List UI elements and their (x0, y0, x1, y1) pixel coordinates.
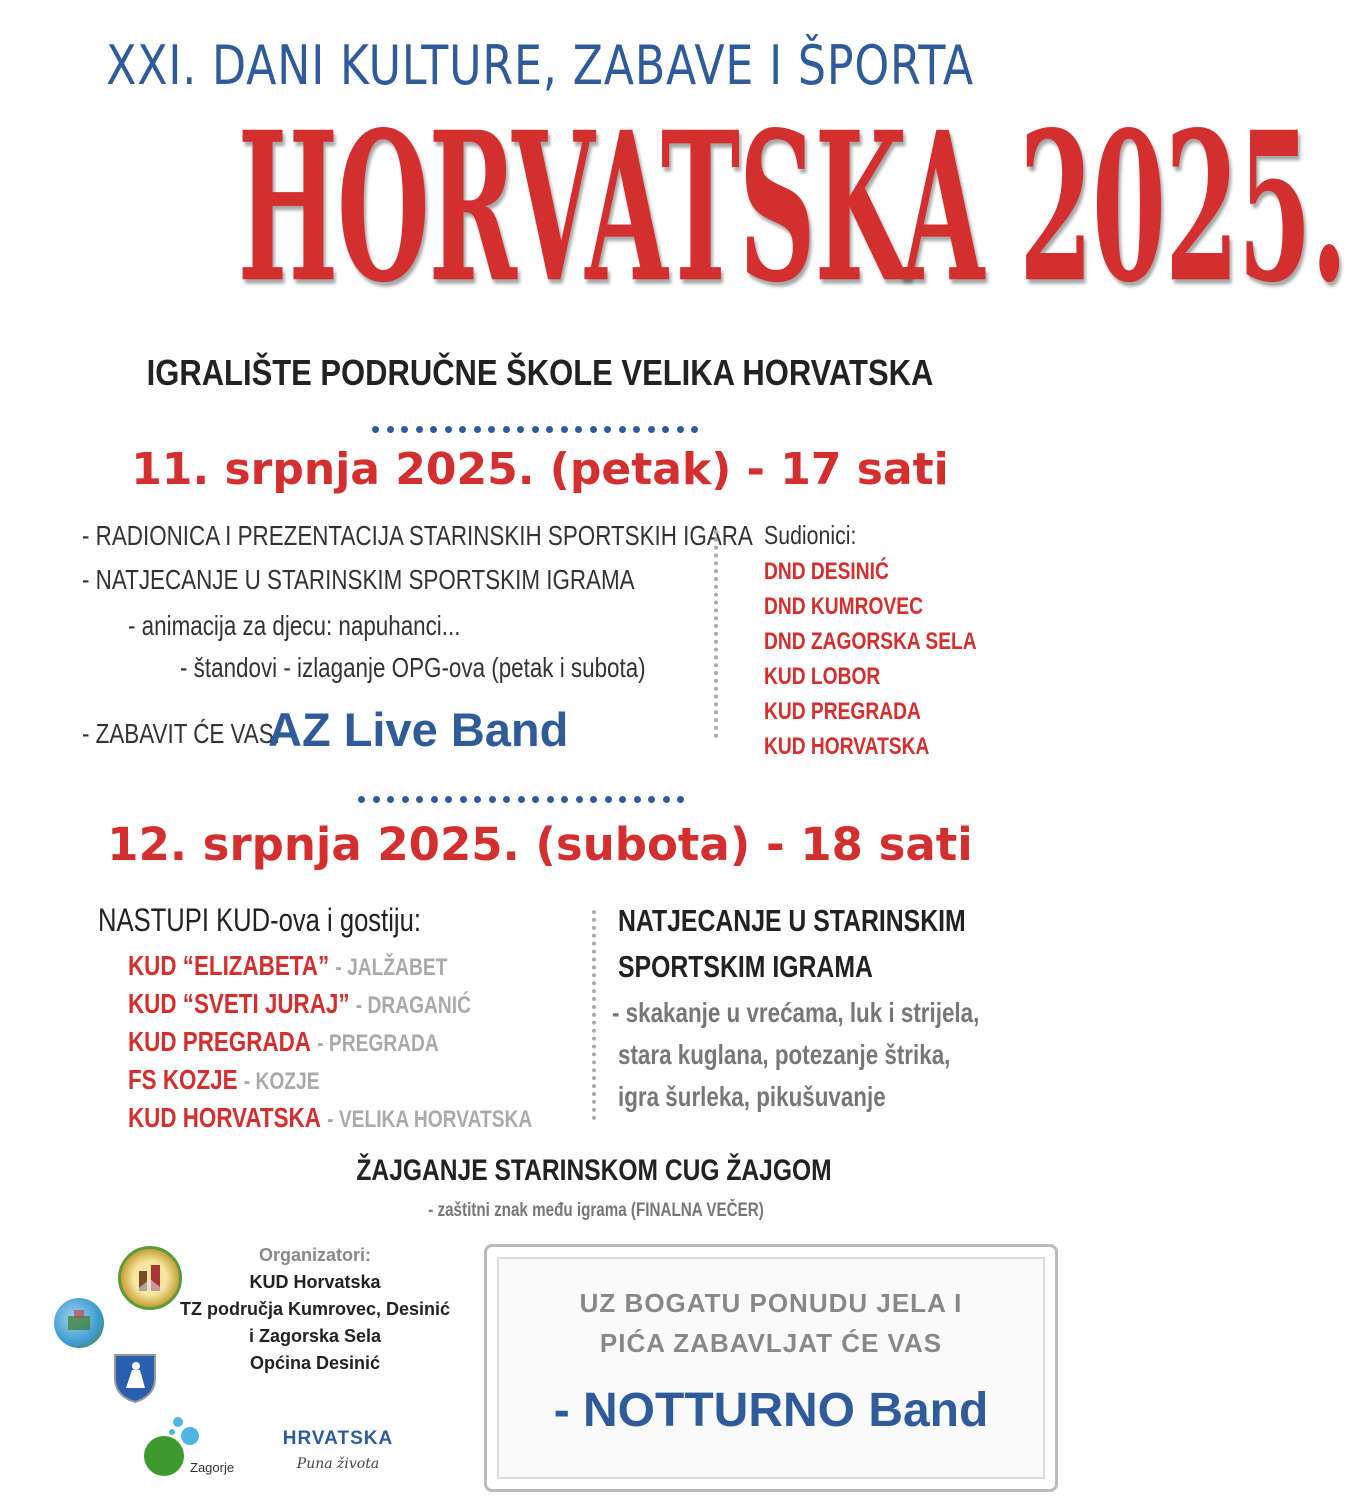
divider-dot (634, 796, 641, 803)
divider-dot (373, 796, 380, 803)
entertainment-label: - ZABAVIT ĆE VAS: (82, 718, 280, 749)
performer-row (128, 1026, 439, 1058)
divider-dot (445, 426, 452, 433)
divider-dot (430, 426, 437, 433)
divider-dot (604, 426, 611, 433)
tz-region-logo (54, 1298, 104, 1348)
divider-dot (605, 796, 612, 803)
divider-dot (503, 796, 510, 803)
zagorje-logo-text: Zagorje (190, 1460, 235, 1475)
divider-dot (517, 426, 524, 433)
event-title: HORVATSKA 2025. (237, 87, 1347, 328)
divider-dot (546, 426, 553, 433)
hrvatska-logo-text: HRVATSKA (282, 1428, 394, 1449)
divider-dot (431, 796, 438, 803)
performer-name: KUD PREGRADA (128, 1026, 311, 1057)
day1-activity-4: - štandovi - izlaganje OPG-ova (petak i subota) (180, 652, 646, 683)
divider-dot (503, 426, 510, 433)
participants-label: Sudionici: (764, 520, 857, 550)
performer-place: - JALŽABET (335, 954, 448, 981)
highlight-event: ŽAJGANJE STARINSKOM CUG ŽAJGOM (356, 1154, 832, 1187)
divider-dot (619, 426, 626, 433)
divider-dot (532, 426, 539, 433)
divider-dot (358, 796, 365, 803)
divider-dot (648, 796, 655, 803)
divider-dot (518, 796, 525, 803)
participant-item: KUD PREGRADA (764, 698, 921, 725)
competition-line: - skakanje u vrećama, luk i strijela, (612, 997, 980, 1028)
divider-dot (445, 796, 452, 803)
hrvatska-logo-slogan: Puna života (296, 1456, 380, 1472)
divider-dot (576, 796, 583, 803)
finale-box-line: UZ BOGATU PONUDU JELA I (579, 1288, 963, 1318)
divider-dot (590, 796, 597, 803)
organizers-block (160, 1242, 470, 1377)
finale-band: - NOTTURNO Band (553, 1384, 989, 1437)
divider-dot (372, 426, 379, 433)
finale-box-line: PIĆA ZABAVLJAT ĆE VAS (599, 1328, 943, 1358)
divider-dot (474, 426, 481, 433)
performer-place: - PREGRADA (317, 1030, 439, 1057)
hrvatska-tourism-logo (282, 1420, 394, 1480)
organizers-label: Organizatori: (258, 1245, 371, 1265)
participant-item: DND KUMROVEC (764, 593, 923, 620)
divider-dot (648, 426, 655, 433)
divider-dot (387, 426, 394, 433)
desinic-coat-of-arms-icon (112, 1352, 158, 1404)
venue-name: IGRALIŠTE PODRUČNE ŠKOLE VELIKA HORVATSKA (146, 352, 934, 393)
organizer-line: TZ područja Kumrovec, Desinić (179, 1299, 451, 1319)
organizer-line: KUD Horvatska (249, 1272, 381, 1292)
divider-dot (488, 426, 495, 433)
divider-dot (416, 426, 423, 433)
dotted-divider-1 (372, 420, 706, 428)
event-subtitle: XXI. DANI KULTURE, ZABAVE I ŠPORTA (106, 34, 974, 97)
day1-date: 11. srpnja 2025. (petak) - 17 sati (131, 444, 949, 495)
finale-box (484, 1244, 1058, 1492)
performer-row (128, 1102, 532, 1134)
divider-dot (633, 426, 640, 433)
kud-horvatska-logo (118, 1246, 182, 1310)
participant-item: KUD LOBOR (764, 663, 881, 690)
performer-name: KUD “ELIZABETA” (128, 950, 330, 981)
competition-line: stara kuglana, potezanje štrika, (618, 1039, 951, 1070)
divider-dot (691, 426, 698, 433)
organizer-line: i Zagorska Sela (248, 1326, 382, 1346)
divider-dot (532, 796, 539, 803)
finale-box-text (487, 1283, 1055, 1363)
performer-place: - KOZJE (243, 1068, 320, 1095)
day2-date: 12. srpnja 2025. (subota) - 18 sati (107, 818, 973, 871)
divider-dot (561, 426, 568, 433)
performer-name: KUD “SVETI JURAJ” (128, 988, 350, 1019)
performances-label: NASTUPI KUD-ova i gostiju: (98, 902, 421, 938)
divider-dot (619, 796, 626, 803)
divider-dot (677, 796, 684, 803)
day1-column-divider (714, 530, 718, 738)
performer-place: - DRAGANIĆ (355, 992, 471, 1019)
organizer-line: Općina Desinić (249, 1353, 381, 1373)
divider-dot (677, 426, 684, 433)
highlight-event-subtitle: - zaštitni znak među igrama (FINALNA VEČER) (428, 1200, 764, 1221)
day1-activity-3: - animacija za djecu: napuhanci... (128, 610, 461, 641)
day1-activity-2: - NATJECANJE U STARINSKIM SPORTSKIM IGRAMA (82, 564, 635, 595)
divider-dot (474, 796, 481, 803)
divider-dot (416, 796, 423, 803)
divider-dot (575, 426, 582, 433)
divider-dot (663, 796, 670, 803)
day1-band: AZ Live Band (268, 703, 569, 756)
performer-row (128, 988, 471, 1020)
divider-dot (460, 796, 467, 803)
divider-dot (387, 796, 394, 803)
competition-title: SPORTSKIM IGRAMA (618, 949, 873, 984)
divider-dot (489, 796, 496, 803)
performer-name: KUD HORVATSKA (128, 1102, 321, 1133)
participant-item: DND DESINIĆ (764, 558, 889, 585)
divider-dot (662, 426, 669, 433)
competition-title: NATJECANJE U STARINSKIM (618, 903, 966, 938)
day2-column-divider (592, 910, 596, 1120)
divider-dot (547, 796, 554, 803)
divider-dot (402, 796, 409, 803)
divider-dot (401, 426, 408, 433)
divider-dot (459, 426, 466, 433)
participant-item: KUD HORVATSKA (764, 733, 930, 760)
participant-item: DND ZAGORSKA SELA (764, 628, 977, 655)
performer-place: - VELIKA HORVATSKA (327, 1106, 533, 1133)
competition-line: igra šurleka, pikušuvanje (618, 1081, 886, 1112)
performer-row (128, 1064, 320, 1096)
dotted-divider-2 (358, 790, 692, 798)
day1-activity-1: - RADIONICA I PREZENTACIJA STARINSKIH SPORTSKIH IGARA (82, 520, 753, 551)
zagorje-logo (142, 1412, 242, 1480)
performer-row (128, 950, 447, 982)
divider-dot (590, 426, 597, 433)
performer-name: FS KOZJE (128, 1064, 238, 1095)
divider-dot (561, 796, 568, 803)
